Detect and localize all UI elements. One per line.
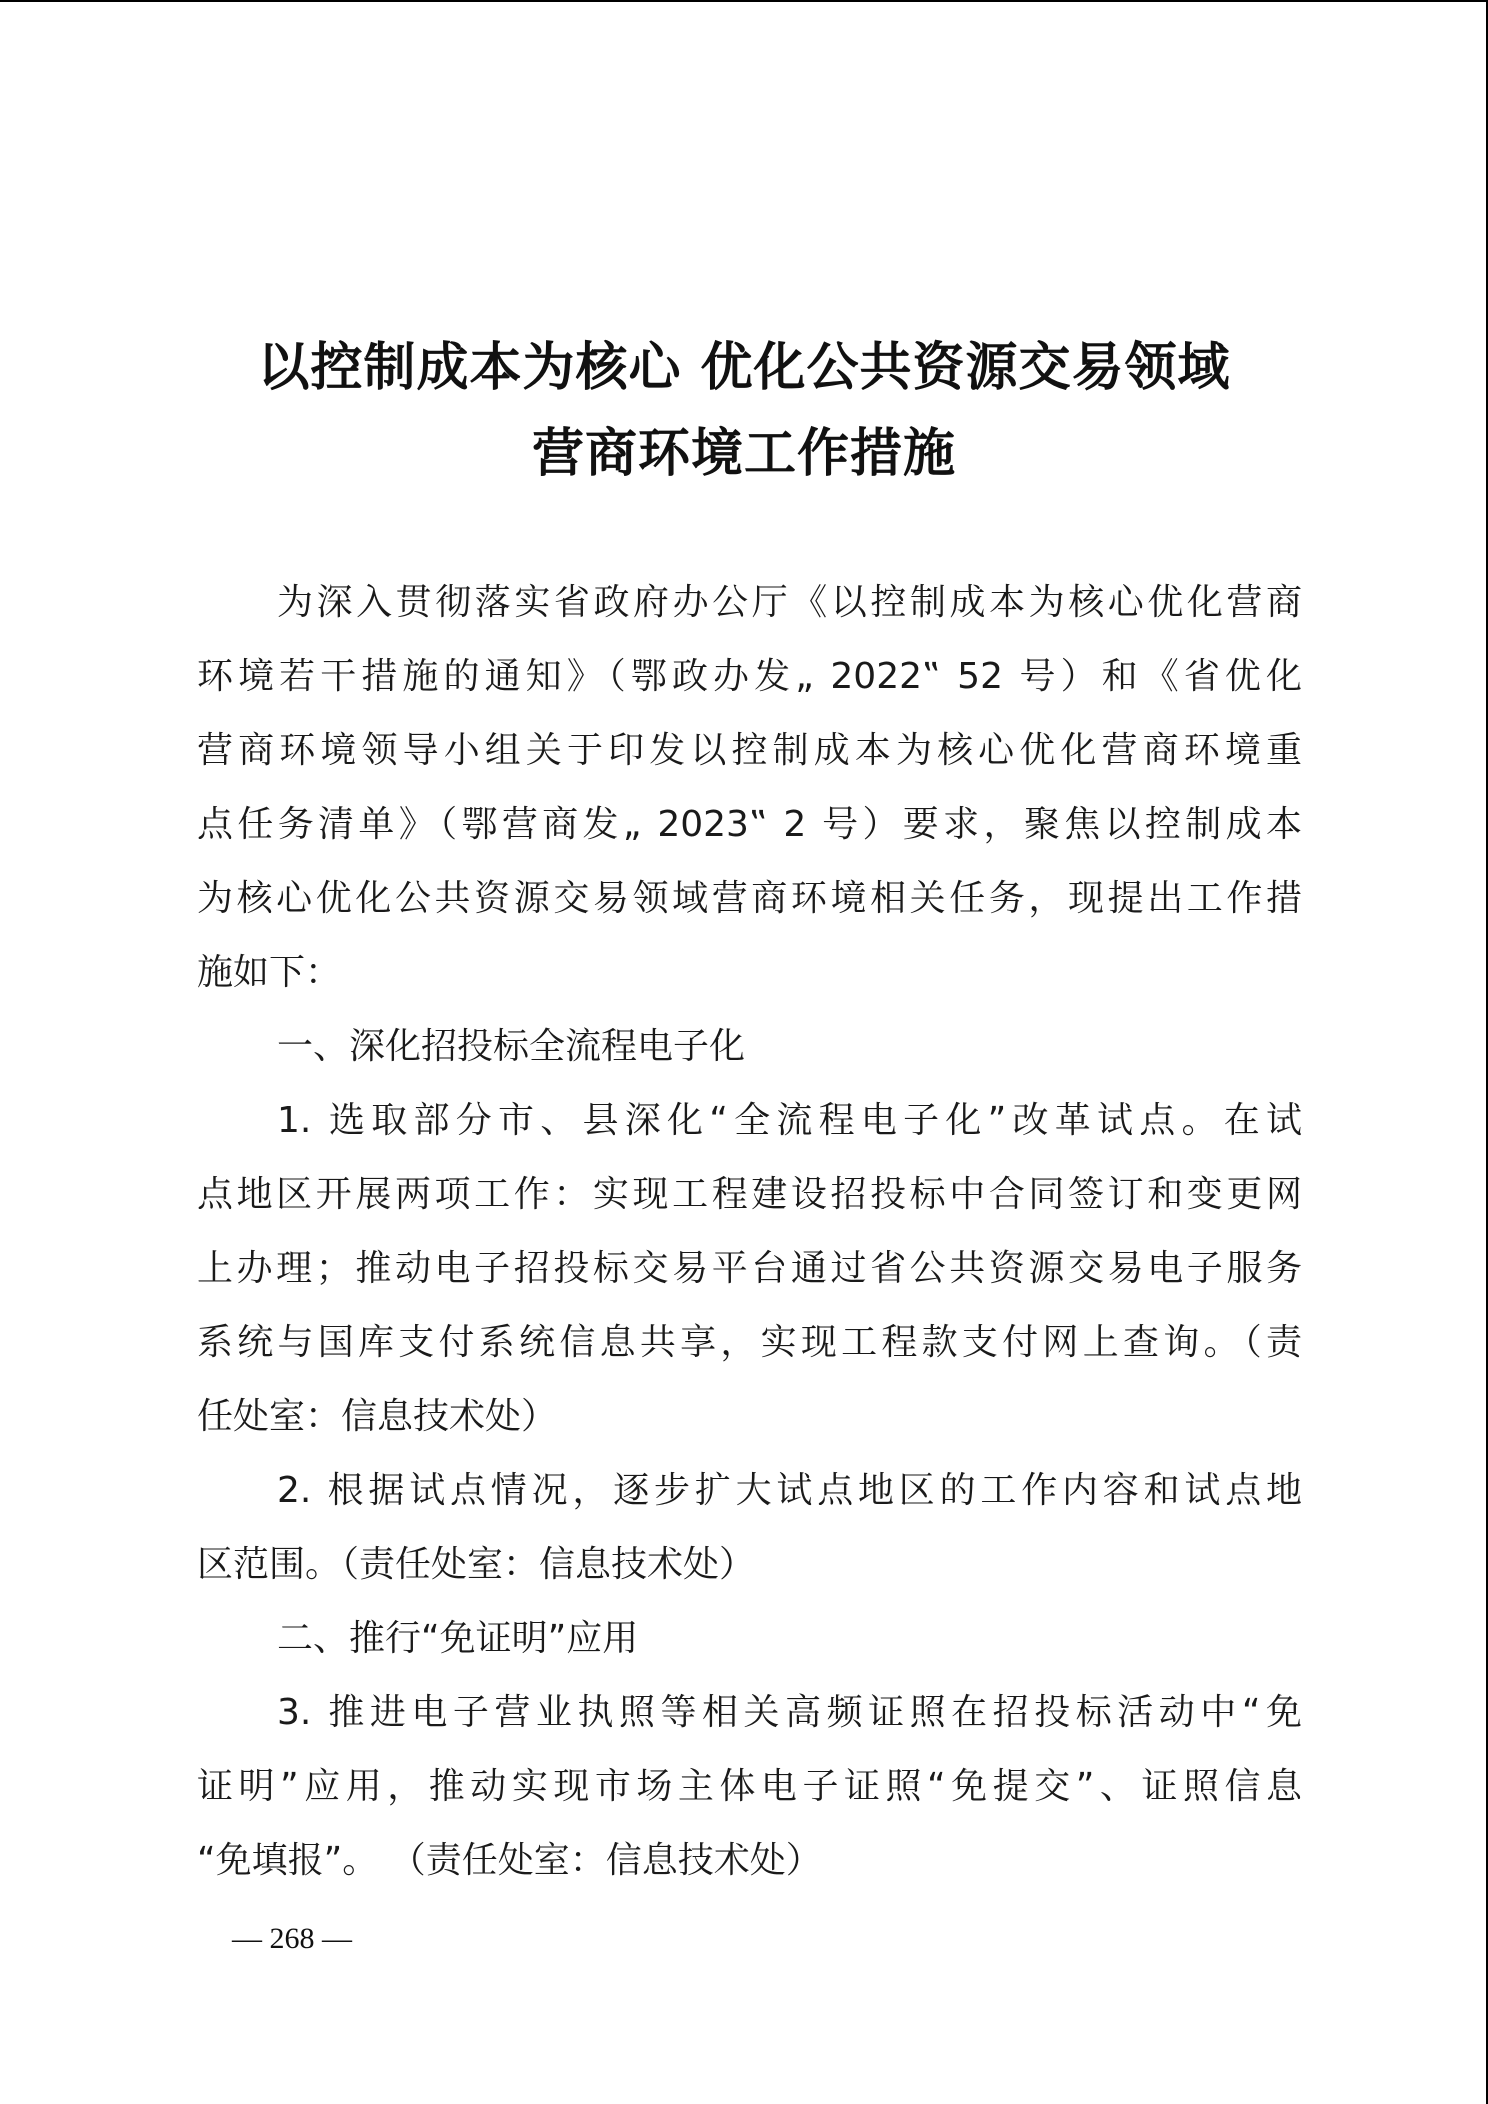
document-body	[197, 566, 1302, 1898]
item-1-line: 上办理；推动电子招投标交易平台通过省公共资源交易电子服务	[197, 1248, 1302, 1289]
item-1-line: 1. 选取部分市、县深化“全流程电子化”改革试点。在试	[277, 1100, 1302, 1141]
page-border-top	[0, 0, 1488, 2]
document-title-line-1: 以控制成本为核心 优化公共资源交易领域	[257, 337, 1231, 398]
item-1-line: 任处室：信息技术处）	[197, 1396, 558, 1437]
item-2-line: 2. 根据试点情况，逐步扩大试点地区的工作内容和试点地	[277, 1470, 1302, 1511]
item-1-line: 系统与国库支付系统信息共享，实现工程款支付网上查询。（责	[197, 1322, 1302, 1363]
item-3-line: 证明”应用，推动实现市场主体电子证照“免提交”、证照信息	[197, 1766, 1302, 1807]
item-3-line: 3. 推进电子营业执照等相关高频证照在招投标活动中“免	[277, 1692, 1302, 1733]
intro-line: 营商环境领导小组关于印发以控制成本为核心优化营商环境重	[197, 730, 1302, 771]
section-heading-1: 一、深化招投标全流程电子化	[277, 1026, 746, 1067]
section-heading-2: 二、推行“免证明”应用	[277, 1618, 639, 1659]
item-3-line: “免填报”。 （责任处室：信息技术处）	[197, 1840, 822, 1881]
intro-line: 点任务清单》（鄂营商发„ 2023‟ 2 号）要求，聚焦以控制成本	[197, 804, 1302, 845]
intro-line: 为深入贯彻落实省政府办公厅《以控制成本为核心优化营商	[277, 582, 1302, 623]
item-2-line: 区范围。（责任处室：信息技术处）	[197, 1544, 756, 1585]
intro-line: 施如下：	[197, 952, 342, 993]
page-number: — 268 —	[232, 1922, 352, 1955]
item-1-line: 点地区开展两项工作：实现工程建设招投标中合同签订和变更网	[197, 1174, 1302, 1215]
document-title-line-2: 营商环境工作措施	[531, 423, 956, 484]
intro-line: 环境若干措施的通知》（鄂政办发„ 2022‟ 52 号）和《省优化	[197, 656, 1302, 697]
intro-line: 为核心优化公共资源交易领域营商环境相关任务，现提出工作措	[197, 878, 1302, 919]
